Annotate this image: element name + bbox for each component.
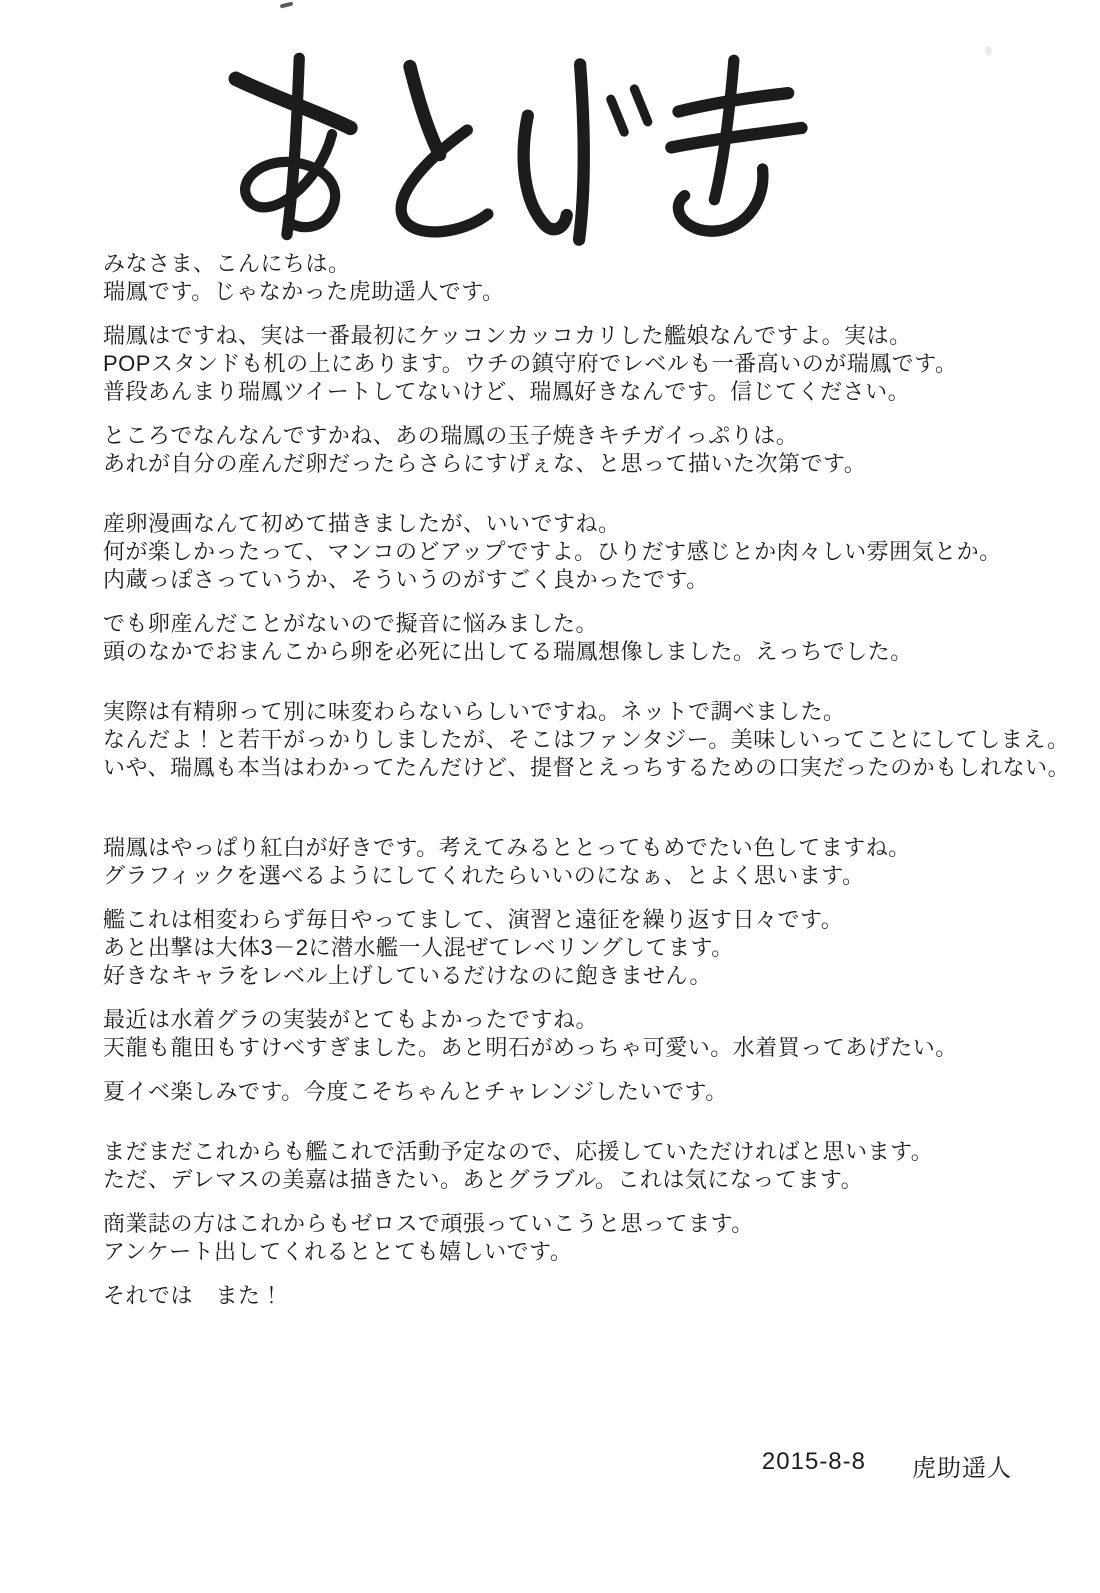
- paragraph-line: でも卵産んだことがないので擬音に悩みました。: [103, 611, 599, 636]
- paragraph-line: グラフィックを選べるようにしてくれたらいいのになぁ、とよく思います。: [103, 863, 865, 888]
- paragraph-line: 頭のなかでおまんこから卵を必死に出してる瑞鳳想像しました。えっちでした。: [103, 639, 913, 664]
- paragraph-line: ただ、デレマスの美嘉は描きたい。あとグラブル。これは気になってます。: [103, 1167, 864, 1192]
- paragraph-line: あれが自分の産んだ卵だったらさらにすげぇな、と思って描いた次第です。: [103, 451, 867, 476]
- paragraph: [103, 422, 1073, 478]
- paragraph-line: アンケート出してくれるととても嬉しいです。: [103, 1239, 573, 1264]
- paragraph: [103, 1006, 1073, 1062]
- author-name: 虎助遥人: [912, 1455, 1012, 1482]
- paragraph-line: それでは また！: [103, 1283, 284, 1308]
- page-title: [225, 48, 845, 253]
- kana-ki: [671, 60, 801, 231]
- paragraph-line: なんだよ！と若干がっかりしましたが、そこはファンタジー。美味しいってことにしてしまえ。: [103, 727, 1070, 752]
- paragraph-line: 実際は有精卵って別に味変わらないらしいですね。ネットで調べました。: [103, 699, 846, 724]
- paragraph: [103, 1210, 1073, 1266]
- paragraph-line: 内蔵っぽさっていうか、そういうのがすごく良かったです。: [103, 567, 709, 592]
- paragraph-line: まだまだこれからも艦これで活動予定なので、応援していただければと思います。: [103, 1139, 934, 1164]
- paragraph-line: 瑞鳳はですね、実は一番最初にケッコンカッコカリした艦娘なんですよ。実は。: [103, 323, 912, 348]
- paragraph-line: 何が楽しかったって、マンコのどアップですよ。ひりだす感じとか肉々しい雰囲気とか。: [103, 539, 1002, 564]
- paragraph: [103, 322, 1073, 406]
- date: 2015-8-8: [761, 1448, 866, 1475]
- paragraph-line: 普段あんまり瑞鳳ツイートしてないけど、瑞鳳好きなんです。信じてください。: [103, 379, 911, 404]
- kana-to: [401, 66, 488, 231]
- paragraph: [103, 834, 1073, 890]
- paragraph: [103, 1138, 1073, 1194]
- paragraph-line: 艦これは相変わらず毎日やってまして、演習と遠征を繰り返す日々です。: [103, 907, 844, 932]
- afterword-text: [103, 250, 1073, 1326]
- paragraph-line: 好きなキャラをレベル上げしているだけなのに飽きません。: [103, 963, 712, 988]
- paragraph: [103, 1078, 1073, 1106]
- kana-ga: [524, 64, 648, 239]
- paragraph-line: 最近は水着グラの実装がとてもよかったですね。: [103, 1007, 599, 1032]
- paragraph: [103, 698, 1073, 782]
- paragraph: [103, 906, 1073, 990]
- scan-artifact: [985, 46, 992, 56]
- paragraph-line: 瑞鳳です。じゃなかった虎助遥人です。: [103, 279, 505, 304]
- paragraph-line: ところでなんなんですかね、あの瑞鳳の玉子焼きキチガイっぷりは。: [103, 423, 799, 448]
- paragraph: [103, 250, 1073, 306]
- paragraph-line: 商業誌の方はこれからもゼロスで頑張っていこうと思ってます。: [103, 1211, 754, 1236]
- handwritten-title-art: [225, 48, 845, 253]
- paragraph-line: あと出撃は大体3－2に潜水艦一人混ぜてレベリングしてます。: [103, 935, 734, 960]
- paragraph-line: 瑞鳳はやっぱり紅白が好きです。考えてみるととってもめでたい色してますね。: [103, 835, 911, 860]
- paragraph-line: 産卵漫画なんて初めて描きましたが、いいですね。: [103, 511, 621, 536]
- paragraph-line: 天龍も龍田もすけべすぎました。あと明石がめっちゃ可愛い。水着買ってあげたい。: [103, 1035, 958, 1060]
- paragraph: [103, 610, 1073, 666]
- kana-a: [236, 58, 351, 234]
- paragraph-line: いや、瑞鳳も本当はわかってたんだけど、提督とえっちするための口実だったのかもしれない。: [103, 755, 1071, 780]
- paragraph-line: みなさま、こんにちは。: [103, 251, 351, 276]
- paragraph-line: POPスタンドも机の上にあります。ウチの鎮守府でレベルも一番高いのが瑞鳳です。: [103, 351, 958, 376]
- paragraph: [103, 510, 1073, 594]
- paragraph-line: 夏イベ楽しみです。今度こそちゃんとチャレンジしたいです。: [103, 1079, 728, 1104]
- signature-row: [762, 1448, 1012, 1483]
- paragraph: [103, 1282, 1073, 1310]
- scan-artifact: [280, 1, 294, 8]
